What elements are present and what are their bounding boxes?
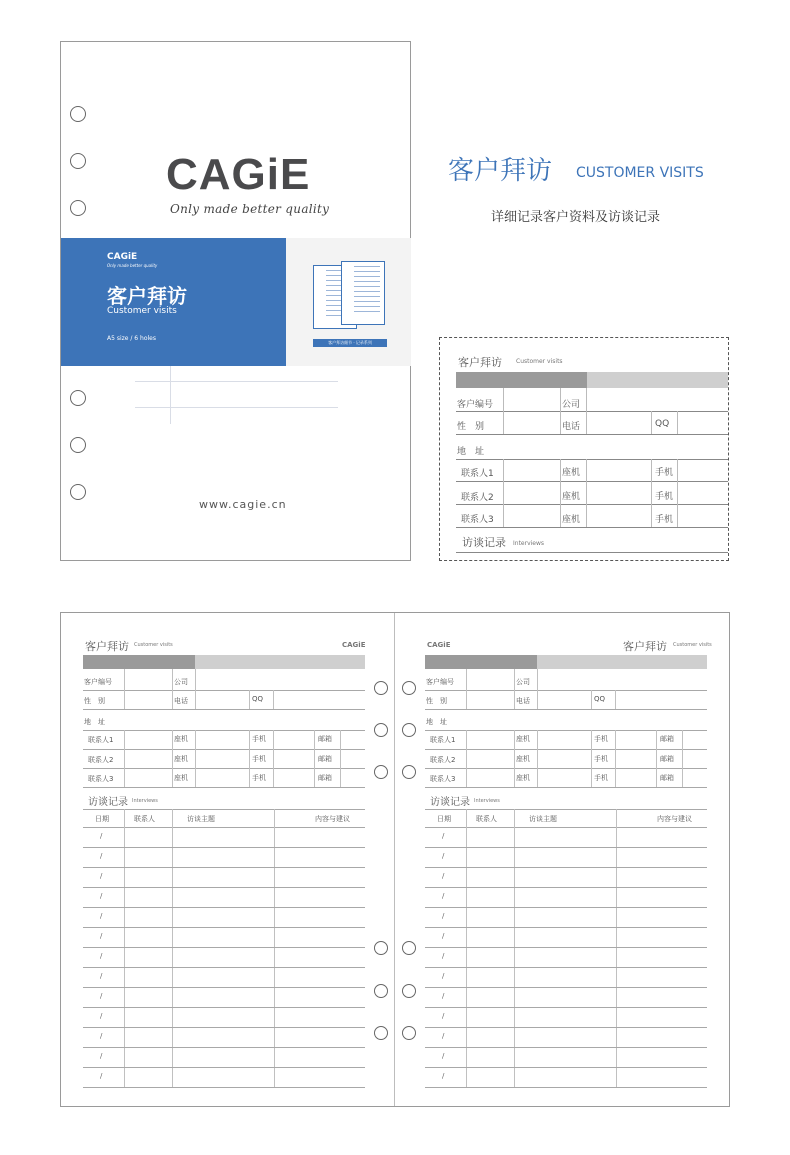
- column-line: [560, 459, 561, 527]
- column-line: [503, 388, 504, 434]
- label-landline: 座机: [516, 774, 530, 782]
- label-address: 地 址: [457, 447, 485, 457]
- column-line: [172, 730, 173, 787]
- date-slash: /: [442, 932, 445, 940]
- interviews-title-en: Interviews: [474, 798, 500, 804]
- row-line: [425, 1047, 707, 1048]
- label-mobile: 手机: [594, 735, 608, 743]
- column-line: [591, 690, 592, 709]
- row-line: [425, 768, 707, 769]
- date-slash: /: [442, 912, 445, 920]
- column-line: [615, 690, 616, 709]
- label-phone: 电话: [174, 697, 188, 705]
- binder-hole: [70, 437, 86, 453]
- column-line: [615, 730, 616, 787]
- label-email: 邮箱: [318, 755, 332, 763]
- header-bar-dark: [456, 372, 587, 388]
- label-landline: 座机: [174, 755, 188, 763]
- label-email: 邮箱: [660, 774, 674, 782]
- date-slash: /: [100, 952, 103, 960]
- date-slash: /: [100, 892, 103, 900]
- left-page: [83, 613, 373, 1106]
- label-company: 公司: [174, 678, 188, 686]
- form-thumbnail: [341, 261, 385, 325]
- row-line: [83, 927, 365, 928]
- label-mobile: 手机: [655, 515, 674, 525]
- row-line: [425, 867, 707, 868]
- row-line: [425, 787, 707, 788]
- column-line: [537, 730, 538, 787]
- label-landline: 座机: [174, 735, 188, 743]
- label-mobile: 手机: [252, 735, 266, 743]
- label-landline: 座机: [516, 755, 530, 763]
- label-qq: QQ: [594, 695, 606, 703]
- date-slash: /: [100, 852, 103, 860]
- date-slash: /: [100, 912, 103, 920]
- date-slash: /: [442, 952, 445, 960]
- label-email: 邮箱: [318, 735, 332, 743]
- row-line: [83, 709, 365, 710]
- cover-line: [170, 366, 171, 424]
- column-line: [249, 690, 250, 709]
- label-landline: 座机: [174, 774, 188, 782]
- col-contact: 联系人: [134, 815, 155, 823]
- binder-hole: [402, 681, 416, 695]
- label-contact-3: 联系人3: [461, 515, 494, 525]
- column-line: [340, 730, 341, 787]
- row-line: [425, 967, 707, 968]
- form-title-en: Customer visits: [516, 358, 563, 365]
- row-line: [425, 1007, 707, 1008]
- column-line: [172, 669, 173, 709]
- column-line: [651, 459, 652, 527]
- column-line: [677, 459, 678, 527]
- row-line: [425, 1087, 707, 1088]
- column-line: [172, 809, 173, 1087]
- date-slash: /: [442, 1012, 445, 1020]
- binder-hole: [70, 484, 86, 500]
- col-date: 日期: [437, 815, 451, 823]
- page-spine: [394, 613, 395, 1106]
- column-line: [586, 388, 587, 434]
- label-qq: QQ: [252, 695, 264, 703]
- label-contact-1: 联系人1: [461, 469, 494, 479]
- label-qq: QQ: [655, 419, 670, 429]
- label-contact-2: 联系人2: [430, 756, 456, 764]
- column-line: [124, 809, 125, 1087]
- date-slash: /: [442, 1032, 445, 1040]
- row-line: [83, 749, 365, 750]
- column-line: [560, 388, 561, 434]
- label-contact-1: 联系人1: [430, 736, 456, 744]
- form-brand: CAGiE: [427, 641, 451, 649]
- row-line: [425, 987, 707, 988]
- binder-hole: [402, 984, 416, 998]
- binder-hole: [70, 390, 86, 406]
- label-mobile: 手机: [252, 755, 266, 763]
- row-line: [456, 434, 729, 435]
- column-line: [586, 459, 587, 527]
- label-contact-3: 联系人3: [430, 775, 456, 783]
- binder-hole: [374, 681, 388, 695]
- header-bar-light: [195, 655, 365, 669]
- binder-hole: [374, 765, 388, 779]
- column-line: [616, 809, 617, 1087]
- binder-hole: [374, 941, 388, 955]
- label-customer-no: 客户编号: [84, 678, 112, 686]
- label-address: 地 址: [426, 718, 447, 726]
- date-slash: /: [100, 1072, 103, 1080]
- form-title-en: Customer visits: [134, 642, 173, 648]
- row-line: [83, 1067, 365, 1068]
- date-slash: /: [442, 872, 445, 880]
- binder-hole: [70, 153, 86, 169]
- column-line: [124, 730, 125, 787]
- row-line: [83, 907, 365, 908]
- column-line: [249, 730, 250, 787]
- row-line: [425, 1027, 707, 1028]
- row-line: [456, 481, 729, 482]
- date-slash: /: [100, 1012, 103, 1020]
- date-slash: /: [442, 1052, 445, 1060]
- label-mobile: 手机: [594, 755, 608, 763]
- column-line: [537, 669, 538, 709]
- binder-hole: [402, 941, 416, 955]
- binder-hole: [402, 723, 416, 737]
- row-line: [83, 730, 365, 731]
- cover-page: [60, 41, 411, 561]
- form-brand: CAGiE: [342, 641, 366, 649]
- label-gender: 性 别: [457, 422, 485, 432]
- interviews-title: 访谈记录: [430, 797, 470, 808]
- column-line: [466, 730, 467, 787]
- row-line: [83, 967, 365, 968]
- section-title-en: CUSTOMER VISITS: [576, 165, 704, 181]
- form-title: 客户拜访: [623, 640, 667, 653]
- website-url: www.cagie.cn: [199, 498, 287, 511]
- binder-hole: [70, 106, 86, 122]
- row-line: [425, 847, 707, 848]
- col-contact: 联系人: [476, 815, 497, 823]
- binder-hole: [70, 200, 86, 216]
- column-line: [466, 809, 467, 1087]
- label-mobile: 手机: [655, 468, 674, 478]
- column-line: [656, 730, 657, 787]
- zoomed-form-detail: [439, 337, 729, 561]
- row-line: [425, 690, 707, 691]
- brand-slogan: Only made better quality: [170, 202, 330, 216]
- interviews-title-en: Interviews: [132, 798, 158, 804]
- row-line: [425, 709, 707, 710]
- cover-line: [135, 381, 338, 382]
- row-line: [456, 459, 729, 460]
- row-line: [456, 527, 729, 528]
- row-line: [425, 809, 707, 810]
- date-slash: /: [100, 972, 103, 980]
- row-line: [425, 749, 707, 750]
- cover-line: [135, 407, 338, 408]
- interviews-title: 访谈记录: [88, 797, 128, 808]
- column-line: [314, 730, 315, 787]
- column-line: [514, 809, 515, 1087]
- header-bar-dark: [83, 655, 195, 669]
- label-company: 公司: [562, 400, 581, 410]
- right-page: [425, 613, 715, 1106]
- column-line: [677, 411, 678, 434]
- brand-logo: CAGiE: [166, 150, 311, 199]
- column-line: [514, 669, 515, 709]
- col-topic: 访谈主题: [187, 815, 215, 823]
- label-email: 邮箱: [660, 735, 674, 743]
- form-title-en: Customer visits: [673, 642, 712, 648]
- date-slash: /: [442, 972, 445, 980]
- label-contact-3: 联系人3: [88, 775, 114, 783]
- row-line: [425, 927, 707, 928]
- date-slash: /: [442, 1072, 445, 1080]
- row-line: [83, 690, 365, 691]
- column-line: [651, 411, 652, 434]
- row-line: [425, 887, 707, 888]
- header-bar-light: [537, 655, 707, 669]
- row-line: [83, 947, 365, 948]
- row-line: [425, 947, 707, 948]
- col-content: 内容与建议: [315, 815, 350, 823]
- row-line: [83, 1047, 365, 1048]
- label-phone: 电话: [516, 697, 530, 705]
- row-line: [83, 809, 365, 810]
- band-logo: CAGiE: [107, 252, 138, 262]
- col-date: 日期: [95, 815, 109, 823]
- column-line: [514, 730, 515, 787]
- label-contact-2: 联系人2: [461, 493, 494, 503]
- column-line: [466, 669, 467, 709]
- section-description: 详细记录客户资料及访谈记录: [491, 210, 661, 225]
- column-line: [503, 459, 504, 527]
- column-line: [124, 669, 125, 709]
- label-address: 地 址: [84, 718, 105, 726]
- binder-hole: [402, 765, 416, 779]
- label-company: 公司: [516, 678, 530, 686]
- label-customer-no: 客户编号: [426, 678, 454, 686]
- row-line: [425, 827, 707, 828]
- row-line: [83, 787, 365, 788]
- row-line: [83, 887, 365, 888]
- header-bar-dark: [425, 655, 537, 669]
- column-line: [682, 730, 683, 787]
- date-slash: /: [100, 1052, 103, 1060]
- date-slash: /: [100, 832, 103, 840]
- form-title: 客户拜访: [85, 640, 129, 653]
- date-slash: /: [442, 992, 445, 1000]
- interviews-title: 访谈记录: [462, 536, 506, 549]
- thumbnail-label: 客户拜访细节 · 记录系列: [313, 339, 387, 347]
- row-line: [83, 987, 365, 988]
- column-line: [591, 730, 592, 787]
- label-phone: 电话: [562, 422, 581, 432]
- binder-hole: [374, 723, 388, 737]
- column-line: [273, 730, 274, 787]
- column-line: [274, 809, 275, 1087]
- label-landline: 座机: [562, 515, 581, 525]
- col-content: 内容与建议: [657, 815, 692, 823]
- date-slash: /: [100, 872, 103, 880]
- label-customer-no: 客户编号: [457, 400, 494, 410]
- cover-title: 客户拜访: [107, 284, 187, 308]
- row-line: [83, 768, 365, 769]
- label-email: 邮箱: [660, 755, 674, 763]
- row-line: [456, 552, 729, 553]
- column-line: [195, 730, 196, 787]
- row-line: [83, 827, 365, 828]
- column-line: [273, 690, 274, 709]
- date-slash: /: [442, 832, 445, 840]
- cover-size-text: A5 size / 6 holes: [107, 335, 156, 342]
- row-line: [425, 730, 707, 731]
- row-line: [425, 1067, 707, 1068]
- label-email: 邮箱: [318, 774, 332, 782]
- cover-title-band: [61, 238, 286, 366]
- binder-hole: [374, 1026, 388, 1040]
- row-line: [83, 847, 365, 848]
- row-line: [83, 1027, 365, 1028]
- header-bar-light: [587, 372, 729, 388]
- date-slash: /: [100, 1032, 103, 1040]
- date-slash: /: [100, 992, 103, 1000]
- date-slash: /: [442, 892, 445, 900]
- label-contact-2: 联系人2: [88, 756, 114, 764]
- row-line: [83, 867, 365, 868]
- binder-hole: [402, 1026, 416, 1040]
- open-planner-spread: [60, 612, 730, 1107]
- cover-subtitle: Customer visits: [107, 306, 177, 316]
- label-gender: 性 别: [84, 697, 105, 705]
- row-line: [83, 1087, 365, 1088]
- label-gender: 性 别: [426, 697, 447, 705]
- label-landline: 座机: [562, 468, 581, 478]
- row-line: [456, 504, 729, 505]
- col-topic: 访谈主题: [529, 815, 557, 823]
- row-line: [456, 411, 729, 412]
- column-line: [195, 669, 196, 709]
- date-slash: /: [100, 932, 103, 940]
- section-title-cn: 客户拜访: [448, 156, 553, 186]
- row-line: [425, 907, 707, 908]
- label-mobile: 手机: [252, 774, 266, 782]
- label-contact-1: 联系人1: [88, 736, 114, 744]
- interviews-title-en: Interviews: [513, 540, 545, 547]
- date-slash: /: [442, 852, 445, 860]
- label-landline: 座机: [516, 735, 530, 743]
- binder-hole: [374, 984, 388, 998]
- label-mobile: 手机: [655, 492, 674, 502]
- label-landline: 座机: [562, 492, 581, 502]
- label-mobile: 手机: [594, 774, 608, 782]
- row-line: [83, 1007, 365, 1008]
- band-slogan: Only made better quality: [107, 263, 158, 268]
- form-title: 客户拜访: [458, 356, 502, 369]
